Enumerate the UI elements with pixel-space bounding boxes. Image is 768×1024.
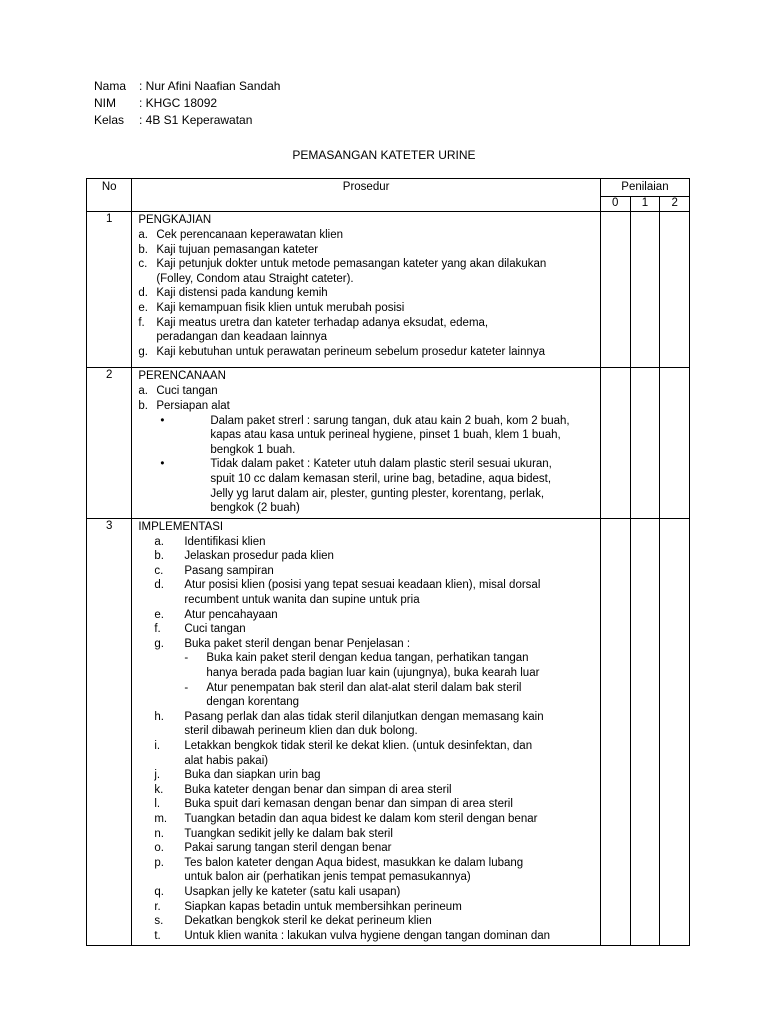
list-item <box>138 681 600 696</box>
item-text: Tuangkan betadin dan aqua bidest ke dalam kom steril dengan benar <box>184 812 538 825</box>
bullet-icon: • <box>160 414 165 427</box>
item-text: Kaji kebutuhan untuk perawatan perineum sebelum prosedur kateter lainnya <box>156 345 546 358</box>
identity-key: NIM <box>94 96 116 110</box>
item-label <box>138 724 184 739</box>
bullet-text: Tidak dalam paket : Kateter utuh dalam plastic steril sesuai ukuran, <box>210 458 552 471</box>
section-title: PERENCANAAN <box>138 370 226 383</box>
section-number: 1 <box>87 212 132 368</box>
item-text: Pasang perlak dan alas tidak steril dilanjutkan dengan memasang kain <box>184 710 544 723</box>
item-label: n. <box>154 827 164 840</box>
list-item <box>138 710 600 725</box>
item-text: Buka kain paket steril dengan kedua tangan, perhatikan tangan <box>206 652 529 665</box>
item-label: l. <box>154 798 161 811</box>
item-label <box>138 666 184 681</box>
dash-marker: - <box>184 652 189 665</box>
item-text: Untuk klien wanita : lakukan vulva hygiene dengan tangan dominan dan <box>184 929 551 942</box>
list-item <box>138 914 600 929</box>
item-label: e. <box>154 608 164 621</box>
identity-row-nim <box>94 95 280 112</box>
table-header-row <box>87 179 690 197</box>
bullet-line <box>138 457 600 472</box>
item-text: Persiapan alat <box>156 399 230 412</box>
item-text: Dekatkan bengkok steril ke dekat perineum klien <box>184 915 432 928</box>
bullet-icon <box>138 487 210 502</box>
bullet-icon <box>138 428 210 443</box>
item-label <box>138 593 184 608</box>
list-item <box>138 384 600 399</box>
item-label: o. <box>154 842 164 855</box>
table-row <box>87 368 690 518</box>
bullet-text: spuit 10 cc dalam kemasan steril, urine bag, betadine, aqua bidest, <box>210 472 552 485</box>
list-item <box>138 812 600 827</box>
item-label: a. <box>138 385 148 398</box>
score-col-2: 2 <box>660 197 690 212</box>
list-item <box>138 885 600 900</box>
item-label: r. <box>154 900 161 913</box>
score-col-0: 0 <box>600 197 630 212</box>
item-text: Buka kateter dengan benar dan simpan di area steril <box>184 783 452 796</box>
bullet-icon <box>138 443 210 458</box>
list-item <box>138 841 600 856</box>
bullet-line <box>138 428 600 443</box>
score-col-1: 1 <box>630 197 660 212</box>
item-label: j. <box>154 769 161 782</box>
list-item <box>138 399 600 414</box>
bullet-line <box>138 487 600 502</box>
item-text: Tes balon kateter dengan Aqua bidest, masukkan ke dalam lubang <box>184 856 524 869</box>
item-label: d. <box>138 287 148 300</box>
score-cell[interactable] <box>630 212 660 368</box>
score-cell[interactable] <box>600 368 630 518</box>
item-label <box>138 272 156 287</box>
list-item <box>138 754 600 769</box>
item-label: p. <box>154 856 164 869</box>
item-label: c. <box>154 564 164 577</box>
item-label <box>138 651 184 666</box>
bullet-icon <box>138 472 210 487</box>
list-item <box>138 739 600 754</box>
bullet-text: kapas atau kasa untuk perineal hygiene, pinset 1 buah, klem 1 buah, <box>210 429 561 442</box>
item-label: m. <box>154 812 168 825</box>
procedure-table <box>86 178 690 946</box>
score-cell[interactable] <box>630 368 660 518</box>
header-procedure: Prosedur <box>132 179 601 212</box>
item-text: peradangan dan keadaan lainnya <box>156 331 328 344</box>
section-procedure <box>132 212 601 368</box>
list-item <box>138 272 600 287</box>
dash-marker: - <box>184 681 189 694</box>
item-text: Buka paket steril dengan benar Penjelasan : <box>184 637 411 650</box>
item-text: Buka spuit dari kemasan dengan benar dan simpan di area steril <box>184 798 513 811</box>
list-item <box>138 724 600 739</box>
item-label: b. <box>138 243 148 256</box>
list-item <box>138 856 600 871</box>
item-label: k. <box>154 783 164 796</box>
identity-value: : Nur Afini Naafian Sandah <box>139 79 281 93</box>
item-label: t. <box>154 929 161 942</box>
list-item <box>138 564 600 579</box>
item-label: b. <box>138 399 148 412</box>
score-cell[interactable] <box>630 518 660 946</box>
item-text: Kaji meatus uretra dan kateter terhadap adanya eksudat, edema, <box>156 316 489 329</box>
item-text: (Folley, Condom atau Straight cateter). <box>156 272 354 285</box>
item-text: Siapkan kapas betadin untuk membersihkan perineum <box>184 900 462 913</box>
item-text: Atur penempatan bak steril dan alat-alat steril dalam bak steril <box>206 681 522 694</box>
list-item <box>138 651 600 666</box>
item-text: Cuci tangan <box>156 385 218 398</box>
item-text: hanya berada pada bagian luar kain (ujungnya), buka kearah luar <box>206 667 540 680</box>
list-item <box>138 827 600 842</box>
document-title: PEMASANGAN KATETER URINE <box>292 148 476 162</box>
list-item <box>138 330 600 345</box>
item-text: Kaji kemampuan fisik klien untuk merubah posisi <box>156 301 405 314</box>
bullet-text: bengkok 1 buah. <box>210 443 296 456</box>
item-label <box>138 754 184 769</box>
identity-block <box>94 78 280 129</box>
score-cell[interactable] <box>600 518 630 946</box>
section-number: 3 <box>87 518 132 946</box>
dash-marker <box>184 695 206 710</box>
header-score: Penilaian <box>600 179 689 197</box>
list-item <box>138 608 600 623</box>
list-item <box>138 622 600 637</box>
section-procedure <box>132 368 601 518</box>
bullet-icon <box>138 501 210 516</box>
bullet-text: Jelly yg larut dalam air, plester, gunting plester, korentang, perlak, <box>210 487 545 500</box>
list-item <box>138 929 600 944</box>
sections-body <box>87 212 690 946</box>
score-cell[interactable] <box>660 368 690 518</box>
item-label: q. <box>154 885 164 898</box>
item-text: recumbent untuk wanita dan supine untuk pria <box>184 594 420 607</box>
list-item <box>138 900 600 915</box>
item-label <box>138 870 184 885</box>
identity-row-name <box>94 78 280 95</box>
list-item <box>138 797 600 812</box>
list-item <box>138 768 600 783</box>
score-cell[interactable] <box>600 212 630 368</box>
list-item <box>138 593 600 608</box>
item-label: f. <box>154 623 161 636</box>
item-text: Cek perencanaan keperawatan klien <box>156 229 344 241</box>
item-text: dengan korentang <box>206 696 300 709</box>
item-label: g. <box>154 637 164 650</box>
item-label <box>138 695 184 710</box>
item-text: Tuangkan sedikit jelly ke dalam bak steril <box>184 827 393 840</box>
list-item <box>138 549 600 564</box>
item-label: a. <box>154 535 164 548</box>
item-text: Identifikasi klien <box>184 535 266 548</box>
section-title: IMPLEMENTASI <box>138 520 224 533</box>
item-text: Kaji petunjuk dokter untuk metode pemasangan kateter yang akan dilakukan <box>156 258 547 271</box>
section-title: PENGKAJIAN <box>138 214 212 226</box>
identity-value: : 4B S1 Keperawatan <box>139 113 253 127</box>
item-text: Pakai sarung tangan steril dengan benar <box>184 842 392 855</box>
item-text: Kaji distensi pada kandung kemih <box>156 287 328 300</box>
item-label: c. <box>138 258 148 271</box>
score-cell[interactable] <box>660 212 690 368</box>
list-item <box>138 637 600 652</box>
item-label: d. <box>154 579 164 592</box>
item-label: b. <box>154 550 164 563</box>
section-procedure <box>132 518 601 946</box>
item-label: s. <box>154 915 164 928</box>
list-item <box>138 301 600 316</box>
item-label: h. <box>154 710 164 723</box>
list-item <box>138 228 600 243</box>
header-no: No <box>87 179 132 212</box>
item-text: Pasang sampiran <box>184 564 274 577</box>
bullet-line <box>138 472 600 487</box>
item-text: steril dibawah perineum klien dan duk bolong. <box>184 725 418 738</box>
identity-value: : KHGC 18092 <box>139 96 218 110</box>
bullet-line <box>138 414 600 429</box>
item-text: Letakkan bengkok tidak steril ke dekat klien. (untuk desinfektan, dan <box>184 740 533 752</box>
score-cell[interactable] <box>660 518 690 946</box>
item-text: Buka dan siapkan urin bag <box>184 769 321 782</box>
bullet-icon: • <box>160 458 165 471</box>
item-label <box>138 681 184 696</box>
identity-key: Kelas <box>94 113 125 127</box>
section-number: 2 <box>87 368 132 518</box>
list-item <box>138 243 600 258</box>
list-item <box>138 535 600 550</box>
item-text: Atur pencahayaan <box>184 608 278 621</box>
table-row <box>87 212 690 368</box>
identity-key: Nama <box>94 79 127 93</box>
list-item <box>138 345 600 360</box>
item-label: e. <box>138 301 148 314</box>
item-label: f. <box>138 316 145 329</box>
list-item <box>138 870 600 885</box>
section-spacer <box>138 359 600 365</box>
dash-marker <box>184 666 206 681</box>
item-text: Jelaskan prosedur pada klien <box>184 550 334 563</box>
list-item <box>138 666 600 681</box>
item-text: Kaji tujuan pemasangan kateter <box>156 243 319 256</box>
list-item <box>138 257 600 272</box>
list-item <box>138 286 600 301</box>
bullet-text: bengkok (2 buah) <box>210 502 300 515</box>
bullet-line <box>138 501 600 516</box>
list-item <box>138 783 600 798</box>
item-text: Usapkan jelly ke kateter (satu kali usapan) <box>184 885 401 898</box>
list-item <box>138 578 600 593</box>
item-label: g. <box>138 345 148 358</box>
identity-row-kelas <box>94 112 280 129</box>
item-text: alat habis pakai) <box>184 754 269 767</box>
item-label: i. <box>154 740 161 752</box>
bullet-line <box>138 443 600 458</box>
table-row <box>87 518 690 946</box>
bullet-text: Dalam paket strerl : sarung tangan, duk atau kain 2 buah, kom 2 buah, <box>210 414 570 427</box>
item-text: Atur posisi klien (posisi yang tepat sesuai keadaan klien), misal dorsal <box>184 579 541 592</box>
item-label <box>138 330 156 345</box>
item-text: Cuci tangan <box>184 623 246 636</box>
item-label: a. <box>138 229 148 241</box>
item-text: untuk balon air (perhatikan jenis tempat pemasukannya) <box>184 871 471 884</box>
list-item <box>138 316 600 331</box>
list-item <box>138 695 600 710</box>
